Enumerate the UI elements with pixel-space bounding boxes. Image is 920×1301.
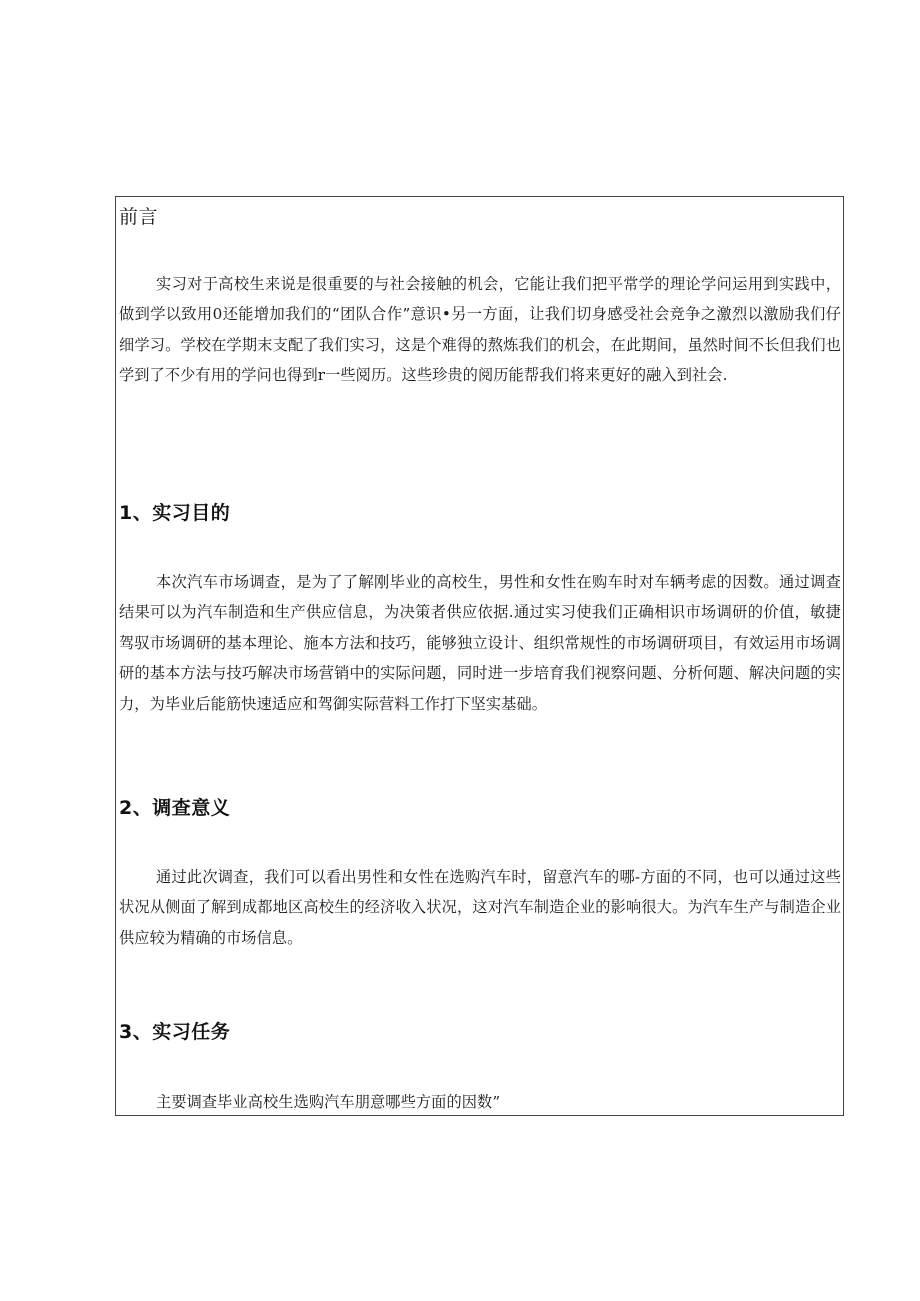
preface-paragraph: 实习对于高校生来说是很重要的与社会接触的机会，它能让我们把平常学的理论学问运用到实践中，做到学以致用0还能增加我们的“团队合作”意识•另一方面，让我们切身感受社会竞争之激烈以激励我们仔细学习。学校在学期末支配了我们实习，这是个难得的熬炼我们的机会，在此期间，虽然时间不长但我们也学到了不少有用的学问也得到r一些阅历。这些珍贵的阅历能帮我们将来更好的融入到社会. [119, 275, 841, 385]
preface-heading: 前言 [119, 206, 159, 228]
section-3-paragraph: 主要调查毕业高校生选购汽车朋意哪些方面的因数” [156, 1093, 501, 1111]
section-3-heading: 3、实习任务 [119, 1021, 231, 1043]
section-1-paragraph: 本次汽车市场调查，是为了了解刚毕业的高校生，男性和女性在购车时对车辆考虑的因数。通过调查结果可以为汽车制造和生产供应信息，为决策者供应依据.通过实习使我们正确相识市场调研的价值，敏捷驾驭市场调研的基本理论、施本方法和技巧，能够独立设计、组织常规性的市场调研项目，有效运用市场调研的基本方法与技巧解决市场营销中的实际问题，同时进一步培育我们视察问题、分析何题、解决问题的实力，为毕业后能筋快速适应和驾御实际营料工作打下坚实基础。 [119, 573, 841, 713]
section-2-paragraph: 通过此次调查，我们可以看出男性和女性在选购汽车时，留意汽车的哪-方面的不同，也可以通过这些状况从侧面了解到成都地区高校生的经济收入状况，这对汽车制造企业的影响很大。为汽车生产与制造企业供应较为精确的市场信息。 [119, 868, 841, 947]
document-frame [115, 196, 844, 1116]
section-2-heading: 2、调查意义 [119, 797, 231, 819]
section-1-heading: 1、实习目的 [119, 502, 231, 524]
